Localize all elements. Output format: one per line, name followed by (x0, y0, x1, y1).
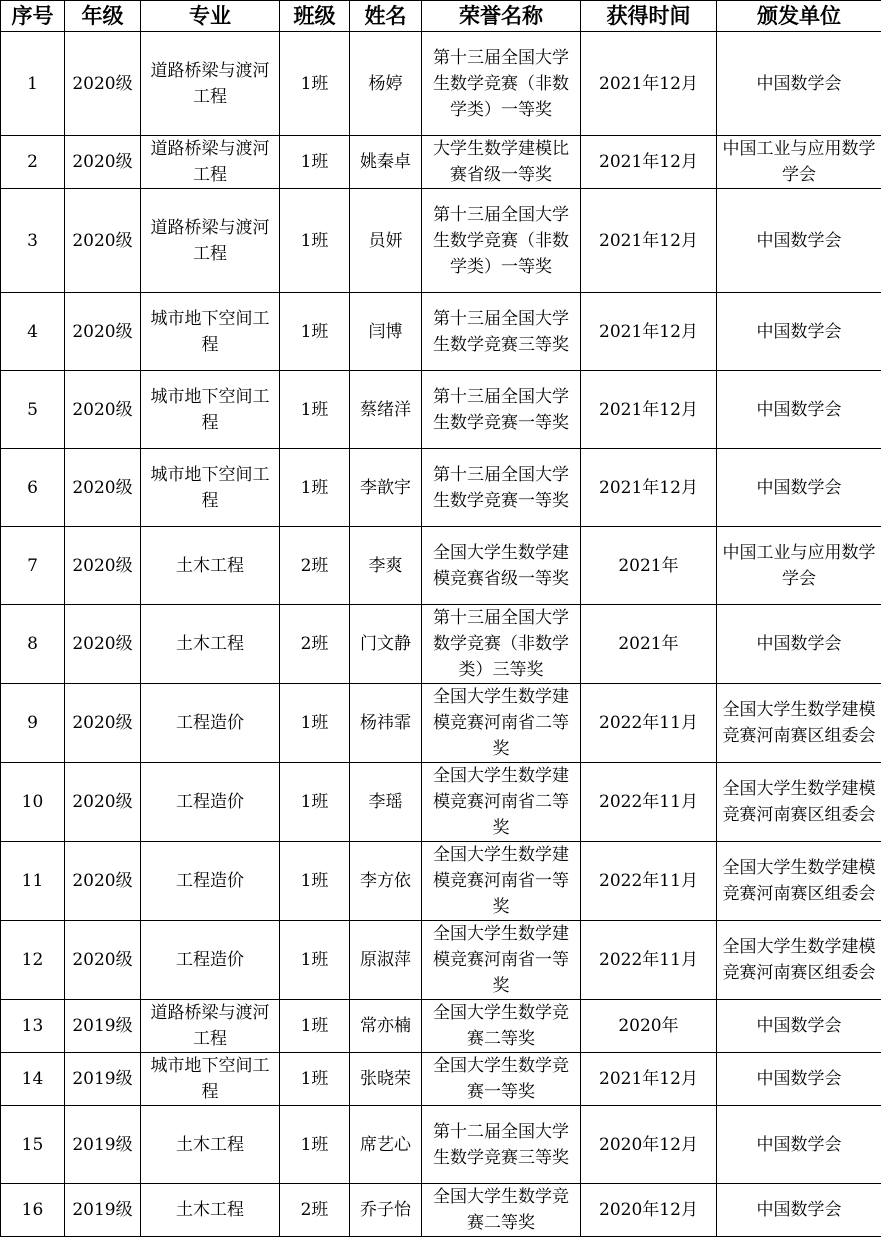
cell-class: 2班 (280, 1184, 350, 1237)
cell-class: 2班 (280, 605, 350, 684)
cell-grade: 2020级 (65, 921, 141, 1000)
cell-time: 2021年12月 (581, 293, 717, 371)
cell-grade: 2019级 (65, 1106, 141, 1184)
cell-grade: 2020级 (65, 684, 141, 763)
table-row (1, 527, 881, 605)
header-row (1, 1, 881, 32)
cell-index: 5 (1, 371, 65, 449)
cell-issuer: 中国数学会 (717, 1106, 881, 1184)
cell-honor: 第十三届全国大学数学竞赛（非数学类）三等奖 (422, 605, 581, 684)
cell-name: 常亦楠 (350, 1000, 422, 1053)
table-row (1, 842, 881, 921)
table-row (1, 32, 881, 136)
table-row (1, 1053, 881, 1106)
cell-issuer: 全国大学生数学建模竞赛河南赛区组委会 (717, 684, 881, 763)
table-row (1, 371, 881, 449)
cell-time: 2020年12月 (581, 1106, 717, 1184)
cell-index: 2 (1, 136, 65, 189)
cell-grade: 2020级 (65, 449, 141, 527)
cell-index: 11 (1, 842, 65, 921)
cell-class: 1班 (280, 684, 350, 763)
cell-honor: 第十三届全国大学生数学竞赛（非数学类）一等奖 (422, 189, 581, 293)
cell-class: 1班 (280, 449, 350, 527)
cell-class: 1班 (280, 371, 350, 449)
cell-issuer: 中国数学会 (717, 189, 881, 293)
cell-grade: 2020级 (65, 527, 141, 605)
cell-time: 2021年 (581, 605, 717, 684)
cell-class: 2班 (280, 527, 350, 605)
cell-time: 2022年11月 (581, 763, 717, 842)
table-row (1, 1106, 881, 1184)
cell-time: 2021年12月 (581, 1053, 717, 1106)
cell-honor: 全国大学生数学竞赛二等奖 (422, 1184, 581, 1237)
cell-honor: 全国大学生数学竞赛一等奖 (422, 1053, 581, 1106)
cell-issuer: 中国工业与应用数学学会 (717, 136, 881, 189)
cell-time: 2022年11月 (581, 684, 717, 763)
cell-time: 2020年 (581, 1000, 717, 1053)
cell-name: 原淑萍 (350, 921, 422, 1000)
cell-issuer: 中国数学会 (717, 449, 881, 527)
cell-grade: 2020级 (65, 842, 141, 921)
cell-index: 3 (1, 189, 65, 293)
cell-index: 1 (1, 32, 65, 136)
cell-honor: 全国大学生数学建模竞赛省级一等奖 (422, 527, 581, 605)
cell-issuer: 全国大学生数学建模竞赛河南赛区组委会 (717, 921, 881, 1000)
cell-name: 员妍 (350, 189, 422, 293)
cell-issuer: 全国大学生数学建模竞赛河南赛区组委会 (717, 842, 881, 921)
table-row (1, 921, 881, 1000)
cell-name: 姚秦卓 (350, 136, 422, 189)
cell-grade: 2020级 (65, 32, 141, 136)
cell-name: 李方依 (350, 842, 422, 921)
cell-name: 李爽 (350, 527, 422, 605)
table-row (1, 605, 881, 684)
cell-major: 城市地下空间工程 (141, 293, 280, 371)
cell-major: 道路桥梁与渡河工程 (141, 189, 280, 293)
table-row (1, 1184, 881, 1237)
cell-issuer: 中国数学会 (717, 371, 881, 449)
cell-time: 2022年11月 (581, 921, 717, 1000)
cell-time: 2022年11月 (581, 842, 717, 921)
cell-name: 闫博 (350, 293, 422, 371)
cell-index: 4 (1, 293, 65, 371)
cell-name: 席艺心 (350, 1106, 422, 1184)
cell-name: 杨祎霏 (350, 684, 422, 763)
cell-honor: 全国大学生数学建模竞赛河南省二等奖 (422, 763, 581, 842)
cell-major: 工程造价 (141, 921, 280, 1000)
header-time: 获得时间 (581, 1, 717, 32)
cell-time: 2021年12月 (581, 189, 717, 293)
cell-issuer: 全国大学生数学建模竞赛河南赛区组委会 (717, 763, 881, 842)
cell-issuer: 中国工业与应用数学学会 (717, 527, 881, 605)
cell-time: 2021年12月 (581, 136, 717, 189)
cell-grade: 2019级 (65, 1184, 141, 1237)
cell-honor: 第十三届全国大学生数学竞赛一等奖 (422, 449, 581, 527)
cell-grade: 2020级 (65, 763, 141, 842)
cell-class: 1班 (280, 32, 350, 136)
cell-index: 6 (1, 449, 65, 527)
cell-class: 1班 (280, 1000, 350, 1053)
cell-name: 李歆宇 (350, 449, 422, 527)
cell-index: 15 (1, 1106, 65, 1184)
table-row (1, 449, 881, 527)
cell-name: 杨婷 (350, 32, 422, 136)
cell-major: 工程造价 (141, 684, 280, 763)
cell-honor: 大学生数学建模比赛省级一等奖 (422, 136, 581, 189)
cell-index: 10 (1, 763, 65, 842)
cell-major: 土木工程 (141, 527, 280, 605)
cell-grade: 2020级 (65, 293, 141, 371)
cell-class: 1班 (280, 136, 350, 189)
cell-honor: 全国大学生数学建模竞赛河南省一等奖 (422, 921, 581, 1000)
cell-grade: 2020级 (65, 605, 141, 684)
table-row (1, 136, 881, 189)
cell-honor: 第十三届全国大学生数学竞赛一等奖 (422, 371, 581, 449)
cell-honor: 全国大学生数学建模竞赛河南省一等奖 (422, 842, 581, 921)
cell-class: 1班 (280, 1053, 350, 1106)
cell-major: 城市地下空间工程 (141, 1053, 280, 1106)
header-name: 姓名 (350, 1, 422, 32)
cell-index: 7 (1, 527, 65, 605)
cell-class: 1班 (280, 293, 350, 371)
cell-grade: 2019级 (65, 1000, 141, 1053)
cell-name: 门文静 (350, 605, 422, 684)
table-body (1, 32, 881, 1237)
cell-time: 2020年12月 (581, 1184, 717, 1237)
cell-major: 城市地下空间工程 (141, 371, 280, 449)
cell-name: 乔子怡 (350, 1184, 422, 1237)
cell-issuer: 中国数学会 (717, 1184, 881, 1237)
cell-major: 土木工程 (141, 1106, 280, 1184)
table-row (1, 189, 881, 293)
header-honor: 荣誉名称 (422, 1, 581, 32)
cell-name: 蔡绪洋 (350, 371, 422, 449)
cell-time: 2021年12月 (581, 449, 717, 527)
cell-major: 工程造价 (141, 842, 280, 921)
cell-grade: 2020级 (65, 136, 141, 189)
cell-class: 1班 (280, 763, 350, 842)
cell-index: 13 (1, 1000, 65, 1053)
cell-issuer: 中国数学会 (717, 32, 881, 136)
cell-major: 土木工程 (141, 605, 280, 684)
cell-name: 李瑶 (350, 763, 422, 842)
cell-index: 16 (1, 1184, 65, 1237)
cell-honor: 全国大学生数学建模竞赛河南省二等奖 (422, 684, 581, 763)
cell-class: 1班 (280, 842, 350, 921)
cell-time: 2021年 (581, 527, 717, 605)
cell-major: 土木工程 (141, 1184, 280, 1237)
cell-index: 14 (1, 1053, 65, 1106)
cell-honor: 第十三届全国大学生数学竞赛（非数学类）一等奖 (422, 32, 581, 136)
cell-name: 张晓荣 (350, 1053, 422, 1106)
header-grade: 年级 (65, 1, 141, 32)
cell-honor: 第十二届全国大学生数学竞赛三等奖 (422, 1106, 581, 1184)
cell-index: 9 (1, 684, 65, 763)
header-major: 专业 (141, 1, 280, 32)
cell-issuer: 中国数学会 (717, 293, 881, 371)
cell-major: 工程造价 (141, 763, 280, 842)
cell-grade: 2019级 (65, 1053, 141, 1106)
table-row (1, 684, 881, 763)
cell-major: 城市地下空间工程 (141, 449, 280, 527)
header-issuer: 颁发单位 (717, 1, 881, 32)
cell-major: 道路桥梁与渡河工程 (141, 136, 280, 189)
header-class: 班级 (280, 1, 350, 32)
cell-major: 道路桥梁与渡河工程 (141, 32, 280, 136)
cell-grade: 2020级 (65, 189, 141, 293)
table-row (1, 1000, 881, 1053)
cell-class: 1班 (280, 189, 350, 293)
cell-honor: 全国大学生数学竞赛二等奖 (422, 1000, 581, 1053)
cell-index: 8 (1, 605, 65, 684)
cell-grade: 2020级 (65, 371, 141, 449)
cell-time: 2021年12月 (581, 32, 717, 136)
cell-class: 1班 (280, 921, 350, 1000)
cell-major: 道路桥梁与渡河工程 (141, 1000, 280, 1053)
cell-index: 12 (1, 921, 65, 1000)
cell-issuer: 中国数学会 (717, 1053, 881, 1106)
cell-honor: 第十三届全国大学生数学竞赛三等奖 (422, 293, 581, 371)
table-row (1, 293, 881, 371)
cell-class: 1班 (280, 1106, 350, 1184)
cell-issuer: 中国数学会 (717, 1000, 881, 1053)
cell-issuer: 中国数学会 (717, 605, 881, 684)
table-row (1, 763, 881, 842)
table-header (1, 1, 881, 32)
header-index: 序号 (1, 1, 65, 32)
cell-time: 2021年12月 (581, 371, 717, 449)
